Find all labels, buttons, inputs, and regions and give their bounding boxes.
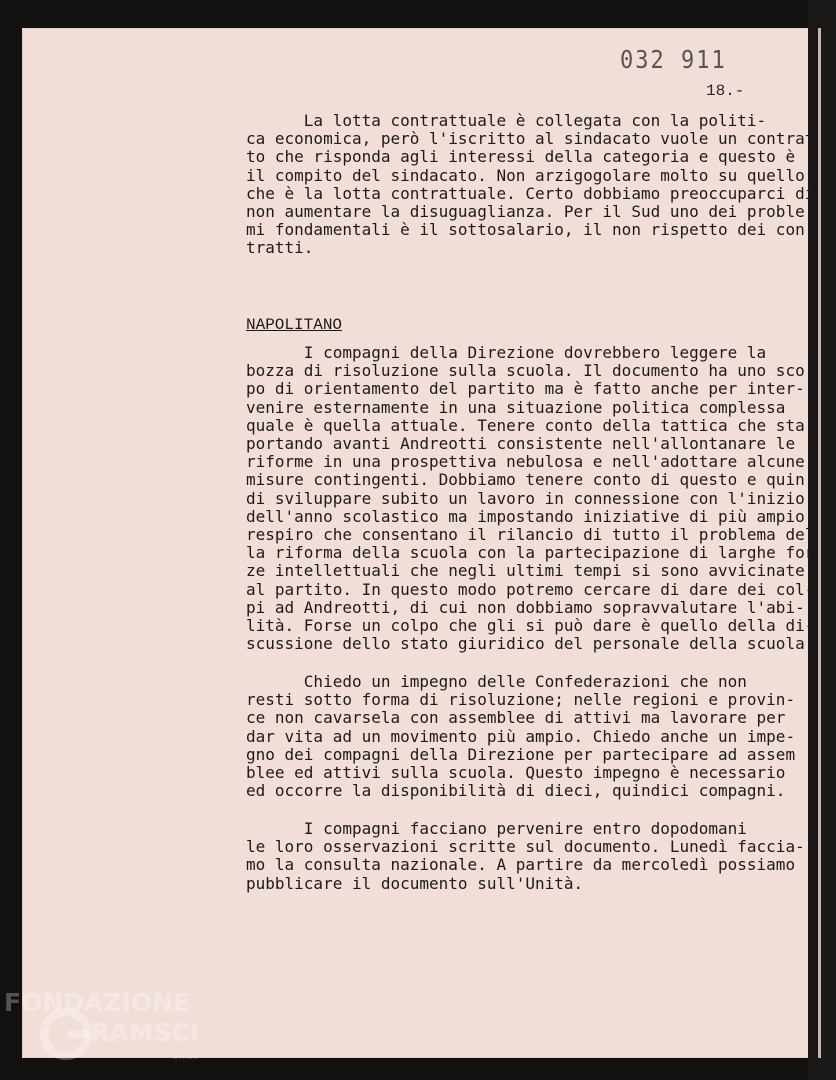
- paragraph-napolitano-3: I compagni facciano pervenire entro dopodomani le loro osservazioni scritte sul documento. Lunedì faccia- mo la consulta nazionale. A partire da mercoledì possiamo pubblicare il documento sull'Unità.: [246, 819, 805, 893]
- archive-stamp-number: 032 911: [620, 46, 727, 75]
- paragraph-napolitano-1: I compagni della Direzione dovrebbero leggere la bozza di risoluzione sulla scuola. Il documento ha uno sco po di orientamento del partito ma è fatto anche per inter- venire esternamente in una situazione politica complessa quale è quella attuale. Tenere conto della tattica che sta portando avanti Andreotti consistente nell'allontanare le riforme in una prospettiva nebulosa e nell'adottare alcune misure contingenti. Dobbiamo tenere conto di questo e quin di sviluppare subito un lavoro in connessione con l'inizio dell'anno scolastico ma impostando iniziative di più ampio respiro che consentano il rilancio di tutto il problema del la riforma della scuola con la partecipazione di larghe for ze intellettuali che negli ultimi tempi si sono avvicinate al partito. In questo modo potremo cercare di dare dei col- pi ad Andreotti, di cui non dobbiamo sopravvalutare l'abi- lità. Forse un colpo che gli si può dare è quello della di- scussione dello stato giuridico del personale della scuola.: [246, 343, 815, 654]
- speaker-heading: NAPOLITANO: [246, 316, 343, 334]
- paragraph-napolitano-2: Chiedo un impegno delle Confederazioni che non resti sotto forma di risoluzione; nelle regioni e provin- ce non cavarsela con assemblee di attivi ma lavorare per dar vita ad un movimento più ampio. Chiedo anche un impe- gno dei compagni della Direzione per partecipare ad assem blee ed attivi sulla scuola. Questo impegno è necessario ed occorre la disponibilità di dieci, quindici compagni.: [246, 672, 796, 801]
- watermark-line3: Onlus: [172, 1052, 198, 1062]
- paragraph-sindacato: La lotta contrattuale è collegata con la politi- ca economica, però l'iscritto al sindacato vuole un contrat to che risponda agli interessi della categoria e questo è il compito del sindacato. Non arzigogolare molto su quello che è la lotta contrattuale. Certo dobbiamo preoccuparci di non aumentare la disuguaglianza. Per il Sud uno dei proble mi fondamentali è il sottosalario, il non rispetto dei con tratti.: [246, 111, 815, 258]
- watermark-line1: FONDAZIONE: [4, 988, 191, 1017]
- page-number: 18.-: [706, 82, 745, 100]
- fondazione-gramsci-watermark: [4, 988, 214, 1068]
- gramsci-g-logo-icon: [38, 1006, 94, 1062]
- watermark-line2: RAMSCI: [90, 1018, 200, 1047]
- page-edge-line: [818, 28, 821, 1058]
